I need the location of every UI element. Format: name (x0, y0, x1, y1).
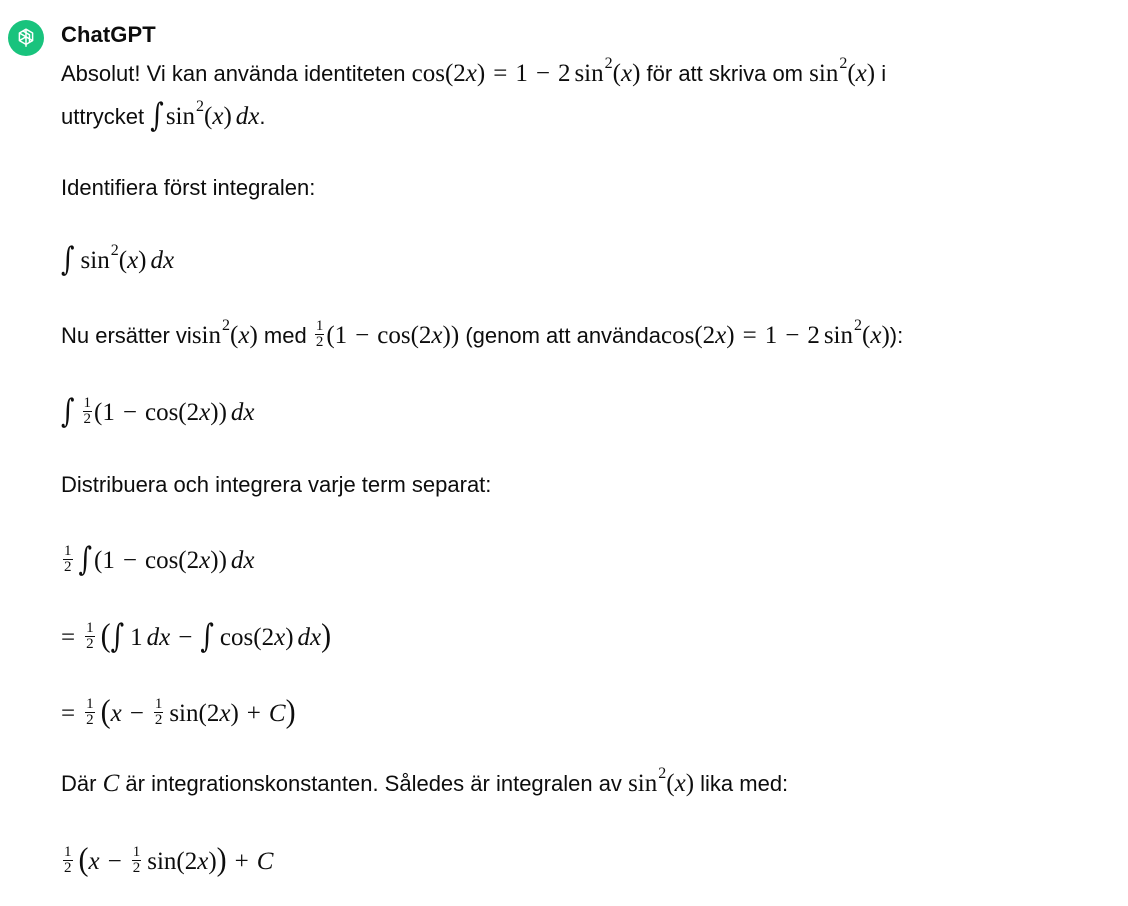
conclusion-line: Där C är integrationskonstanten. Således är integralen av $\sin^2(x)$ lika med: (61, 764, 789, 797)
intro-line-1 (61, 54, 887, 88)
inline-integral-formula: $\int\sin^2(x)$ dx (150, 97, 260, 135)
formula-factored: $\frac{1}{2}$ ∫(1 − cos(2x)) dx (64, 541, 255, 579)
step3-text: Distribuera och integrera varje term separat: (61, 472, 492, 497)
step2-line: Nu ersätter visin$^2$(x) med $\frac{1}{2}$ (1 − cos(2x)) (genom att användacos(2x) = 1 − 2 $\sin^2(x)$): (61, 316, 904, 350)
sin-squared-formula: $\sin^2(x)$ (809, 54, 876, 87)
step2-text-1: Nu ersätter vi (61, 323, 192, 349)
conclusion-text-1: Där (61, 771, 97, 796)
substitution-formula: $\frac{1}{2}$ (1 − cos(2x)) (315, 318, 460, 350)
formula-substituted: ∫ $\frac{1}{2}$ (1 − cos(2x)) dx (61, 393, 255, 431)
step2-text-2: med (263, 323, 307, 349)
intro-line-2: uttrycket $\int\sin^2(x)$ dx. (61, 97, 266, 135)
conclusion-text-2: är integrationskonstanten. Således är integralen av (125, 771, 622, 796)
formula-integral: ∫ $\sin^2(x)$ dx (61, 241, 175, 279)
intro-text-1: Absolut! Vi kan använda identiteten (61, 61, 406, 86)
message-author: ChatGPT (61, 22, 156, 47)
intro-text-2: för att skriva om (646, 61, 804, 86)
identity-formula: cos(2x) = 1 − 2 $\sin^2(x)$ (411, 54, 641, 87)
formula-integrated: = $\frac{1}{2}$ (x − $\frac{1}{2}$ sin(2x) + C) (61, 693, 296, 730)
avatar (8, 20, 44, 56)
step2-text-4: ): (889, 323, 904, 349)
intro-text-3: i (881, 61, 887, 86)
step2-text-3: (genom att använda (465, 323, 662, 349)
conclusion-text-3: lika med: (700, 771, 789, 796)
intro-text-4: uttrycket (61, 104, 145, 129)
step1-text: Identifiera först integralen: (61, 175, 316, 200)
openai-logo-icon (14, 26, 38, 50)
formula-final: $\frac{1}{2}$ (x − $\frac{1}{2}$ sin(2x)) + C (64, 841, 274, 878)
formula-split: = $\frac{1}{2}$ (∫ 1 dx − ∫ cos(2x) dx) (61, 617, 332, 656)
